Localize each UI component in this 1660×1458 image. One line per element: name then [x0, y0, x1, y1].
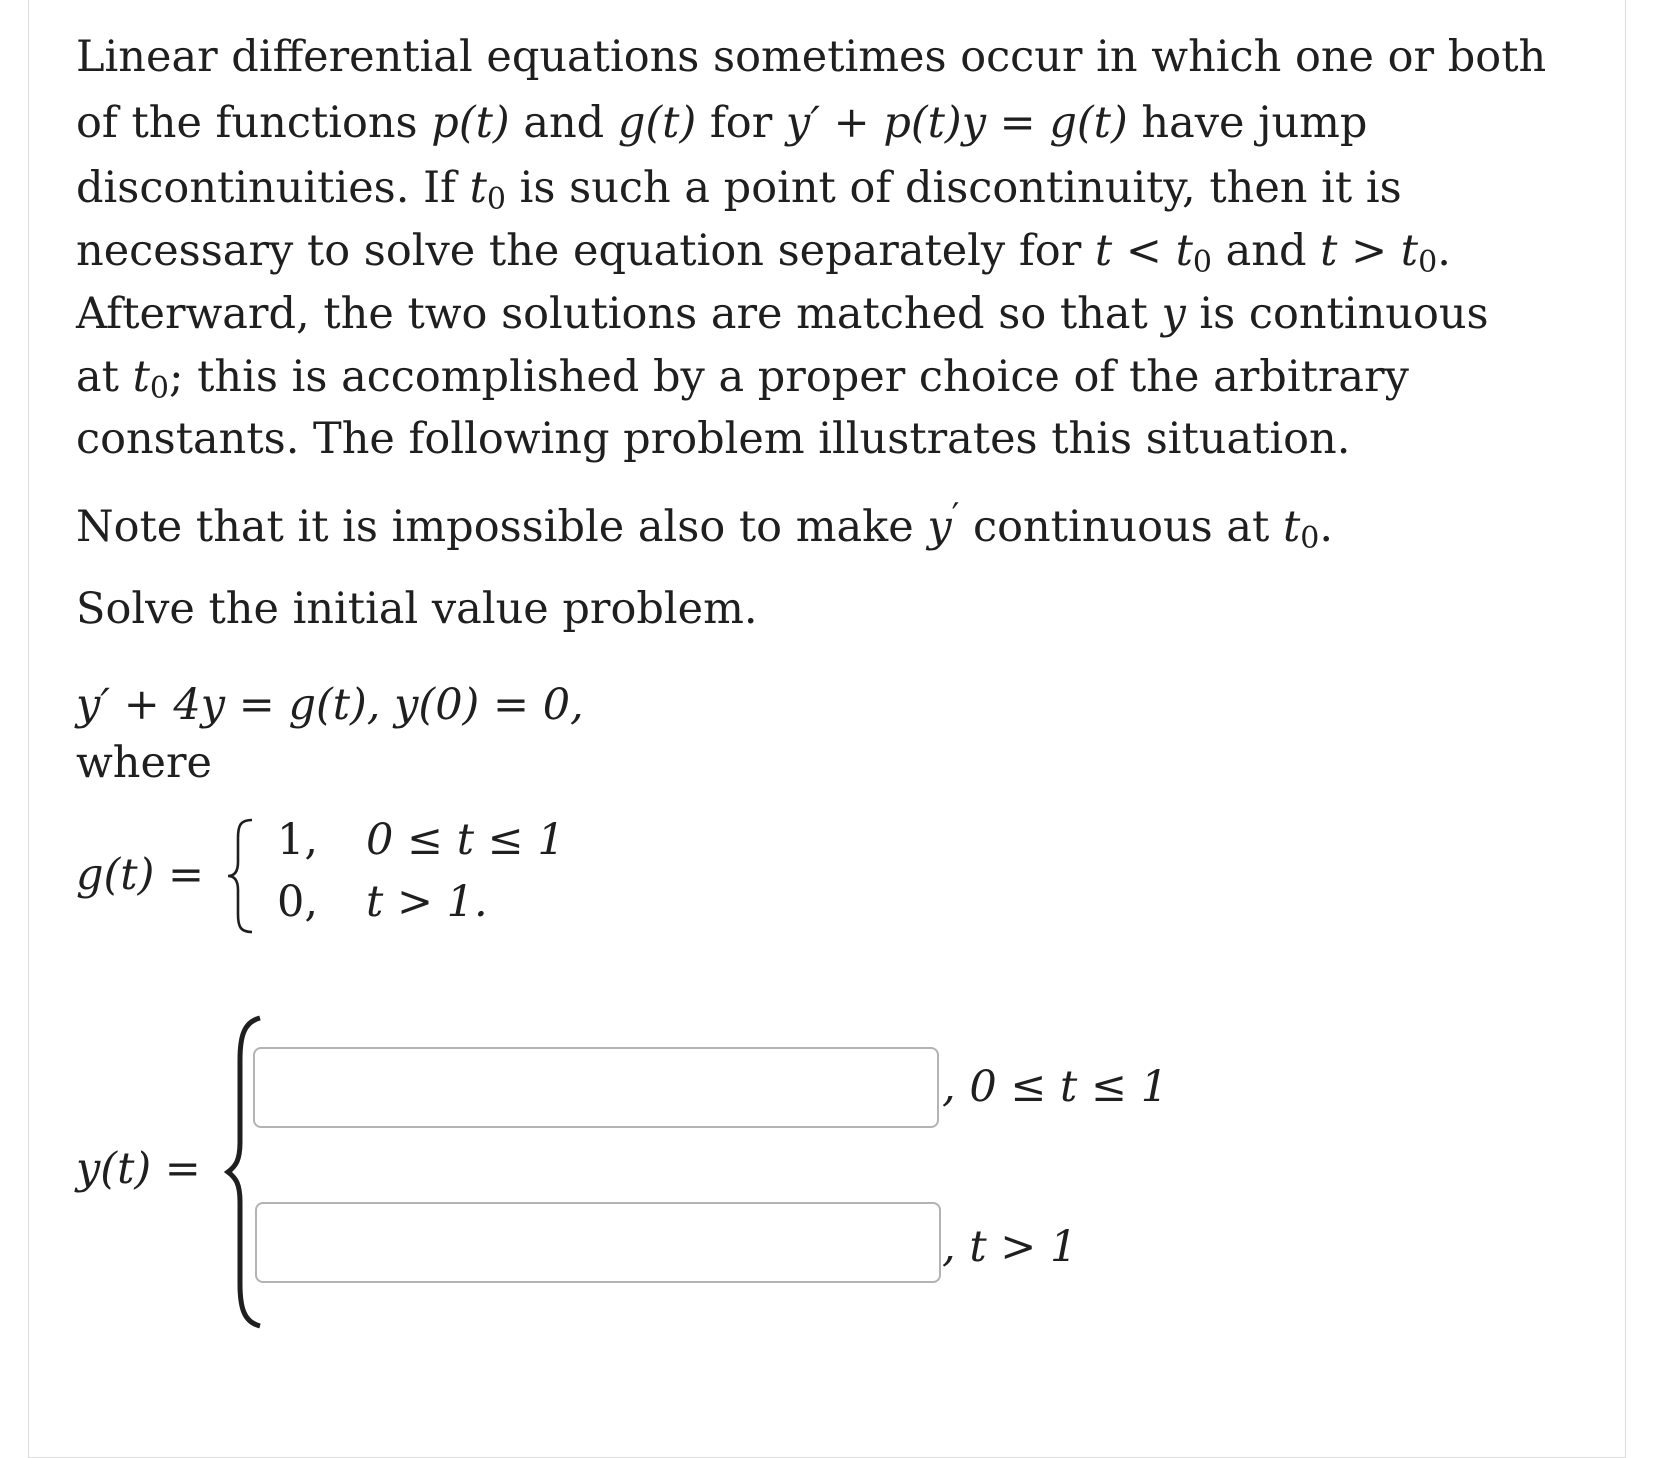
- g-case1-value-text: 1,: [277, 815, 319, 865]
- intro-line-3: [76, 155, 1402, 221]
- y-case1-condition-text: , 0 ≤ t ≤ 1: [942, 1062, 1169, 1112]
- t0-symbol: t: [132, 352, 150, 402]
- intro-line-6-text-a: at: [76, 352, 133, 402]
- t0-subscript: 0: [149, 371, 169, 406]
- intro-line-3-text-a: discontinuities. If: [76, 163, 470, 213]
- prompt-text: Solve the initial value problem.: [76, 584, 758, 634]
- math-t0: [469, 163, 507, 217]
- t0-symbol: t: [469, 163, 487, 213]
- y-def-lhs: [76, 1136, 201, 1202]
- intro-line-2-end: have jump: [1127, 98, 1368, 148]
- g-case1-value: [277, 814, 318, 866]
- ivp-equation: [76, 672, 584, 738]
- intro-line-2-and: and: [509, 98, 618, 148]
- intro-line-4-and: and: [1211, 226, 1321, 276]
- t0-subscript: 0: [486, 182, 507, 217]
- y-symbol: y: [927, 502, 952, 552]
- y-def-lhs-text: y(t) =: [76, 1144, 201, 1194]
- g-case2-condition-text: t > 1.: [366, 877, 488, 927]
- intro-line-5: [76, 281, 1489, 347]
- math-g-of-t: g(t): [617, 98, 697, 148]
- g-def-brace-icon: [222, 816, 262, 936]
- g-case2-value: [277, 876, 318, 928]
- math-y-prime: [927, 496, 960, 552]
- intro-line-2-text-a: of the functions: [76, 98, 432, 148]
- note-text-a: Note that it is impossible also to make: [76, 502, 928, 552]
- intro-line-4: [76, 218, 1451, 284]
- note-line: [76, 494, 1333, 560]
- y-case1-answer-input[interactable]: [253, 1047, 939, 1128]
- y-case2-condition-text: , t > 1: [942, 1222, 1078, 1272]
- t0-subscript: 0: [1300, 521, 1320, 556]
- intro-line-6: [76, 344, 1409, 410]
- g-case1-condition: [366, 814, 565, 866]
- where-label: [76, 730, 212, 796]
- intro-line-4-text-a: necessary to solve the equation separately for: [76, 226, 1095, 276]
- intro-line-7-text: constants. The following problem illustrates this situation.: [76, 414, 1351, 464]
- math-t-greater-t0: [1320, 226, 1438, 280]
- t0-symbol: t: [1283, 502, 1301, 552]
- g-case1-condition-text: 0 ≤ t ≤ 1: [366, 815, 565, 865]
- g-def-lhs-text: g(t) =: [76, 850, 205, 900]
- intro-line-5-text: Afterward, the two solutions are matched so that: [76, 289, 1162, 339]
- y-case1-condition: [942, 1054, 1168, 1120]
- math-t0: [1283, 502, 1320, 556]
- t-greater-than: t > t: [1320, 226, 1419, 276]
- note-text-b: continuous at: [959, 502, 1283, 552]
- t-less-than: t < t: [1094, 226, 1193, 276]
- note-end: .: [1319, 502, 1334, 552]
- math-t0: [132, 352, 169, 406]
- intro-line-7: [76, 406, 1350, 472]
- g-def-lhs: [76, 842, 204, 908]
- math-general-equation: y′ + p(t)y = g(t): [785, 98, 1128, 148]
- t0-subscript: 0: [1418, 245, 1438, 280]
- intro-line-1-text: Linear differential equations sometimes occur in which one or both: [76, 32, 1547, 82]
- prompt-line: [76, 576, 758, 642]
- intro-line-2-for: for: [696, 98, 786, 148]
- g-case2-value-text: 0,: [277, 877, 319, 927]
- g-case2-condition: [366, 876, 488, 928]
- math-t-less-t0: [1094, 226, 1212, 280]
- where-text: where: [76, 738, 212, 788]
- math-p-of-t: p(t): [431, 98, 510, 148]
- intro-line-1: [76, 24, 1546, 90]
- ivp-text: y′ + 4y = g(t), y(0) = 0,: [76, 680, 584, 730]
- prime-mark: ′: [951, 496, 960, 536]
- intro-line-5-end: is continuous: [1185, 289, 1489, 339]
- math-y: y: [1161, 289, 1186, 339]
- y-case2-condition: [942, 1214, 1077, 1280]
- intro-line-3-text-b: is such a point of discontinuity, then it is: [506, 163, 1402, 213]
- intro-line-2: [76, 90, 1367, 156]
- t0-subscript: 0: [1192, 245, 1212, 280]
- intro-line-4-end: .: [1437, 226, 1451, 276]
- intro-line-6-text-b: ; this is accomplished by a proper choice of the arbitrary: [168, 352, 1409, 402]
- y-case2-answer-input[interactable]: [255, 1202, 941, 1283]
